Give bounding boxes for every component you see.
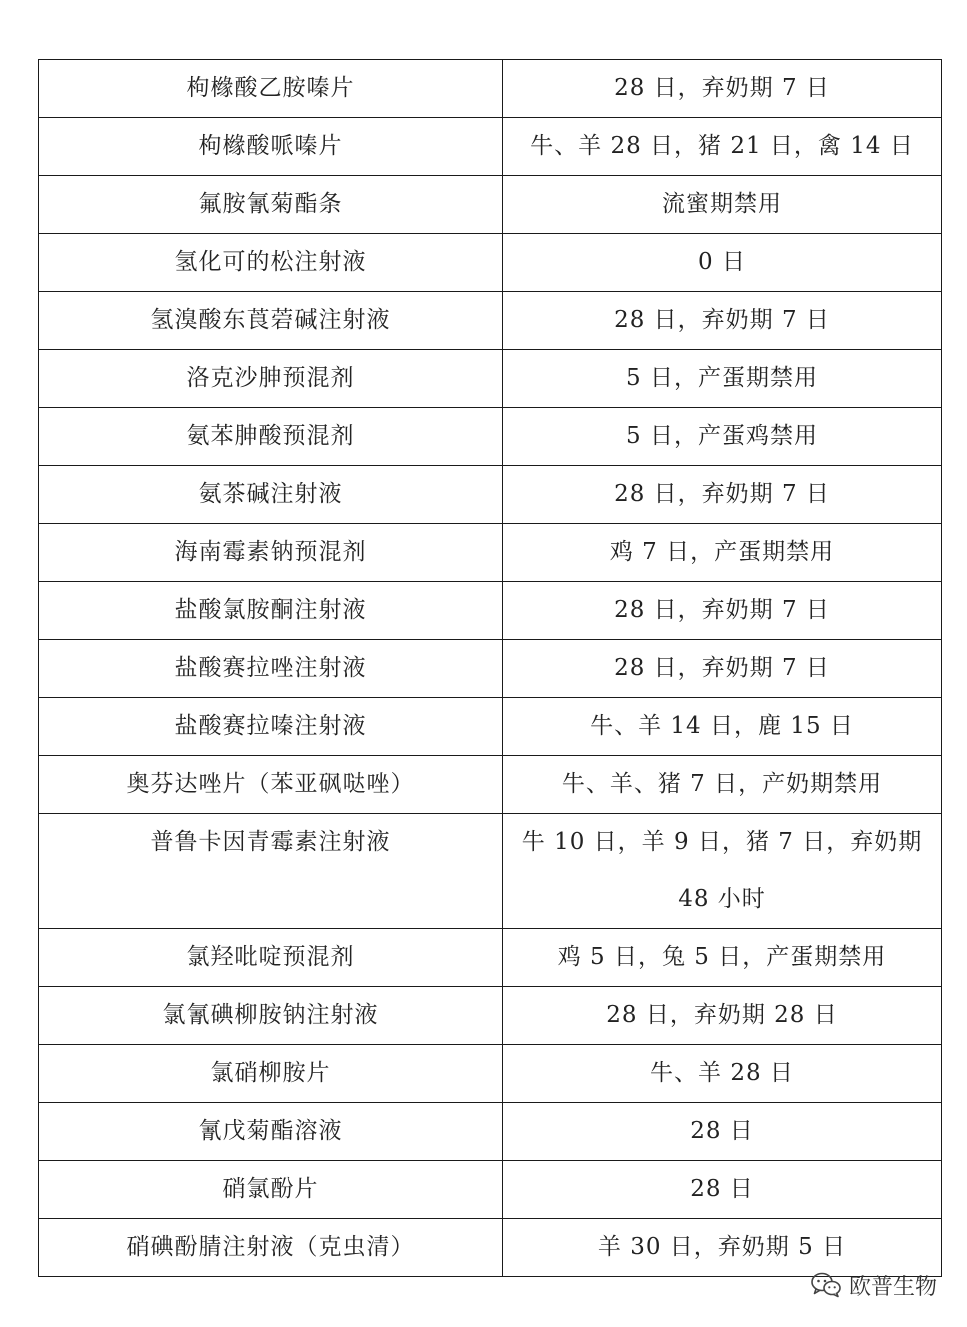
table-row [39,987,942,1045]
withdrawal-period-cell: 5 日，产蛋鸡禁用 [503,408,942,466]
drug-name-cell: 氟胺氰菊酯条 [39,176,503,234]
drug-name-cell: 海南霉素钠预混剂 [39,524,503,582]
wechat-icon [811,1272,841,1298]
table-row [39,350,942,408]
withdrawal-period-cell: 0 日 [503,234,942,292]
drug-name-cell: 奥芬达唑片（苯亚砜哒唑） [39,756,503,814]
withdrawal-period-cell: 鸡 7 日，产蛋期禁用 [503,524,942,582]
drug-name-cell: 硝碘酚腈注射液（克虫清） [39,1219,503,1277]
withdrawal-period-cell: 鸡 5 日，兔 5 日，产蛋期禁用 [503,929,942,987]
drug-name-cell: 氯羟吡啶预混剂 [39,929,503,987]
drug-name-cell: 硝氯酚片 [39,1161,503,1219]
withdrawal-period-cell: 羊 30 日，弃奶期 5 日 [503,1219,942,1277]
drug-name-cell: 氨茶碱注射液 [39,466,503,524]
watermark-text: 欧普生物 [848,1274,937,1300]
table-row [39,929,942,987]
drug-name-cell: 盐酸赛拉嗪注射液 [39,698,503,756]
table-row [39,582,942,640]
table-row [39,466,942,524]
withdrawal-period-cell: 28 日，弃奶期 7 日 [503,292,942,350]
withdrawal-period-cell: 28 日 [503,1103,942,1161]
drug-name-cell: 盐酸氯胺酮注射液 [39,582,503,640]
drug-name-cell: 氰戊菊酯溶液 [39,1103,503,1161]
withdrawal-period-table [38,59,942,1277]
withdrawal-period-cell: 28 日，弃奶期 7 日 [503,466,942,524]
drug-name-cell: 氯硝柳胺片 [39,1045,503,1103]
table-row [39,640,942,698]
drug-name-cell: 氨苯胂酸预混剂 [39,408,503,466]
drug-name-cell: 洛克沙胂预混剂 [39,350,503,408]
withdrawal-period-cell: 牛 10 日，羊 9 日，猪 7 日，弃奶期 48 小时 [503,814,942,929]
withdrawal-period-cell: 28 日，弃奶期 28 日 [503,987,942,1045]
table-row [39,756,942,814]
wechat-watermark [811,1268,937,1302]
table-row [39,1219,942,1277]
table-row [39,292,942,350]
table-row [39,814,942,929]
table-body [39,60,942,1277]
withdrawal-period-cell: 牛、羊 28 日，猪 21 日，禽 14 日 [503,118,942,176]
withdrawal-period-cell: 28 日，弃奶期 7 日 [503,582,942,640]
withdrawal-period-cell: 牛、羊 28 日 [503,1045,942,1103]
table-row [39,60,942,118]
table-row [39,408,942,466]
withdrawal-period-cell: 流蜜期禁用 [503,176,942,234]
table-row [39,1045,942,1103]
drug-name-cell: 枸橼酸乙胺嗪片 [39,60,503,118]
drug-name-cell: 盐酸赛拉唑注射液 [39,640,503,698]
withdrawal-period-cell: 5 日，产蛋期禁用 [503,350,942,408]
table-row [39,118,942,176]
drug-name-cell: 普鲁卡因青霉素注射液 [39,814,503,929]
table-row [39,1161,942,1219]
drug-name-cell: 氢化可的松注射液 [39,234,503,292]
drug-name-cell: 枸橼酸哌嗪片 [39,118,503,176]
table-row [39,524,942,582]
table-row [39,234,942,292]
drug-name-cell: 氯氰碘柳胺钠注射液 [39,987,503,1045]
drug-name-cell: 氢溴酸东莨菪碱注射液 [39,292,503,350]
withdrawal-period-cell: 牛、羊 14 日，鹿 15 日 [503,698,942,756]
withdrawal-period-cell: 28 日 [503,1161,942,1219]
table-row [39,1103,942,1161]
withdrawal-period-cell: 28 日，弃奶期 7 日 [503,60,942,118]
table-row [39,176,942,234]
withdrawal-period-cell: 28 日，弃奶期 7 日 [503,640,942,698]
table-row [39,698,942,756]
withdrawal-period-cell: 牛、羊、猪 7 日，产奶期禁用 [503,756,942,814]
